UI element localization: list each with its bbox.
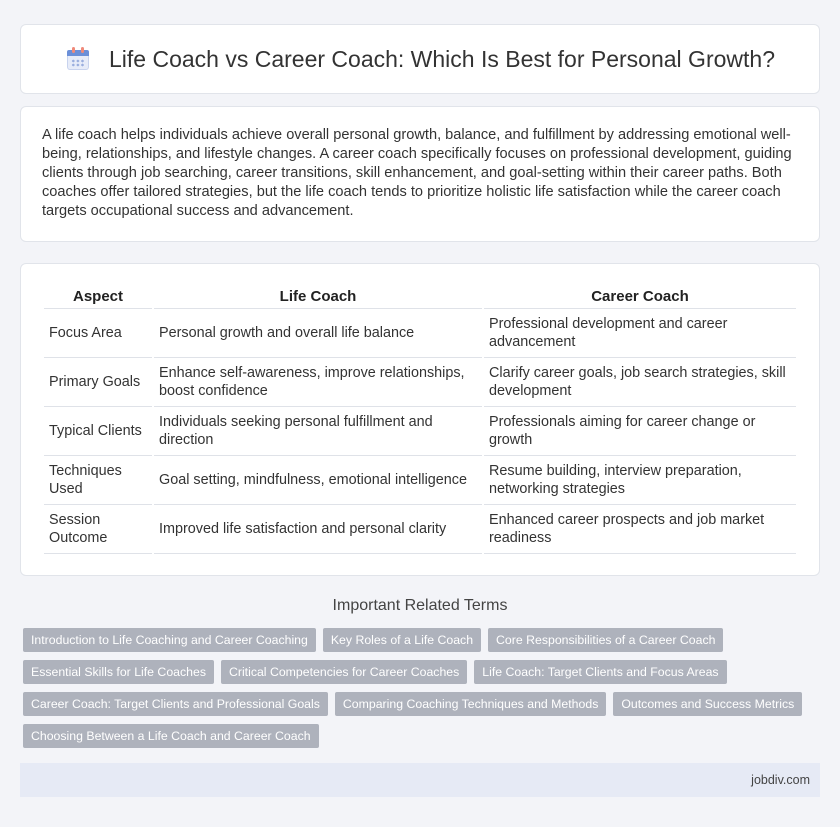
row-career-coach: Clarify career goals, job search strategies, skill development <box>484 358 796 407</box>
page-header <box>20 24 820 94</box>
row-career-coach: Professional development and career advancement <box>484 309 796 358</box>
column-header-aspect: Aspect <box>44 284 152 309</box>
column-header-life-coach: Life Coach <box>154 284 482 309</box>
page-footer <box>20 763 820 797</box>
related-term-tag[interactable]: Key Roles of a Life Coach <box>323 628 481 652</box>
row-aspect: Focus Area <box>44 309 152 358</box>
related-term-tag[interactable]: Comparing Coaching Techniques and Methods <box>335 692 606 716</box>
table-row <box>44 456 796 505</box>
row-life-coach: Individuals seeking personal fulfillment and direction <box>154 407 482 456</box>
column-header-career-coach: Career Coach <box>484 284 796 309</box>
related-term-tag[interactable]: Essential Skills for Life Coaches <box>23 660 214 684</box>
row-life-coach: Personal growth and overall life balance <box>154 309 482 358</box>
table-header-row <box>44 284 796 309</box>
footer-site-link[interactable]: jobdiv.com <box>751 773 810 787</box>
row-life-coach: Goal setting, mindfulness, emotional intelligence <box>154 456 482 505</box>
row-aspect: Session Outcome <box>44 505 152 554</box>
row-life-coach: Improved life satisfaction and personal clarity <box>154 505 482 554</box>
row-aspect: Typical Clients <box>44 407 152 456</box>
intro-text: A life coach helps individuals achieve overall personal growth, balance, and fulfillment by addressing emotional well-being, relationships, and lifestyle changes. A career coach specifically focuses on professional development, guiding clients through job searching, career transitions, skill enhancement, and goal-setting within their career paths. Both coaches offer tailored strategies, but the life coach tends to prioritize holistic life satisfaction while the career coach targets occupational success and advancement. <box>42 127 792 219</box>
related-term-tag[interactable]: Introduction to Life Coaching and Career Coaching <box>23 628 316 652</box>
row-life-coach: Enhance self-awareness, improve relationships, boost confidence <box>154 358 482 407</box>
related-terms-list <box>23 628 813 748</box>
row-career-coach: Resume building, interview preparation, networking strategies <box>484 456 796 505</box>
calendar-icon <box>65 46 91 72</box>
related-term-tag[interactable]: Choosing Between a Life Coach and Career Coach <box>23 724 319 748</box>
table-row <box>44 358 796 407</box>
related-term-tag[interactable]: Critical Competencies for Career Coaches <box>221 660 467 684</box>
row-career-coach: Enhanced career prospects and job market readiness <box>484 505 796 554</box>
row-aspect: Techniques Used <box>44 456 152 505</box>
related-term-tag[interactable]: Career Coach: Target Clients and Professional Goals <box>23 692 328 716</box>
comparison-card <box>20 263 820 576</box>
intro-card <box>20 106 820 242</box>
related-term-tag[interactable]: Outcomes and Success Metrics <box>613 692 802 716</box>
comparison-table <box>42 284 798 554</box>
row-career-coach: Professionals aiming for career change or growth <box>484 407 796 456</box>
related-terms-heading: Important Related Terms <box>332 597 508 614</box>
table-row <box>44 407 796 456</box>
table-row <box>44 309 796 358</box>
row-aspect: Primary Goals <box>44 358 152 407</box>
related-term-tag[interactable]: Life Coach: Target Clients and Focus Areas <box>474 660 726 684</box>
page-title: Life Coach vs Career Coach: Which Is Best for Personal Growth? <box>108 45 775 72</box>
table-row <box>44 505 796 554</box>
related-term-tag[interactable]: Core Responsibilities of a Career Coach <box>488 628 723 652</box>
